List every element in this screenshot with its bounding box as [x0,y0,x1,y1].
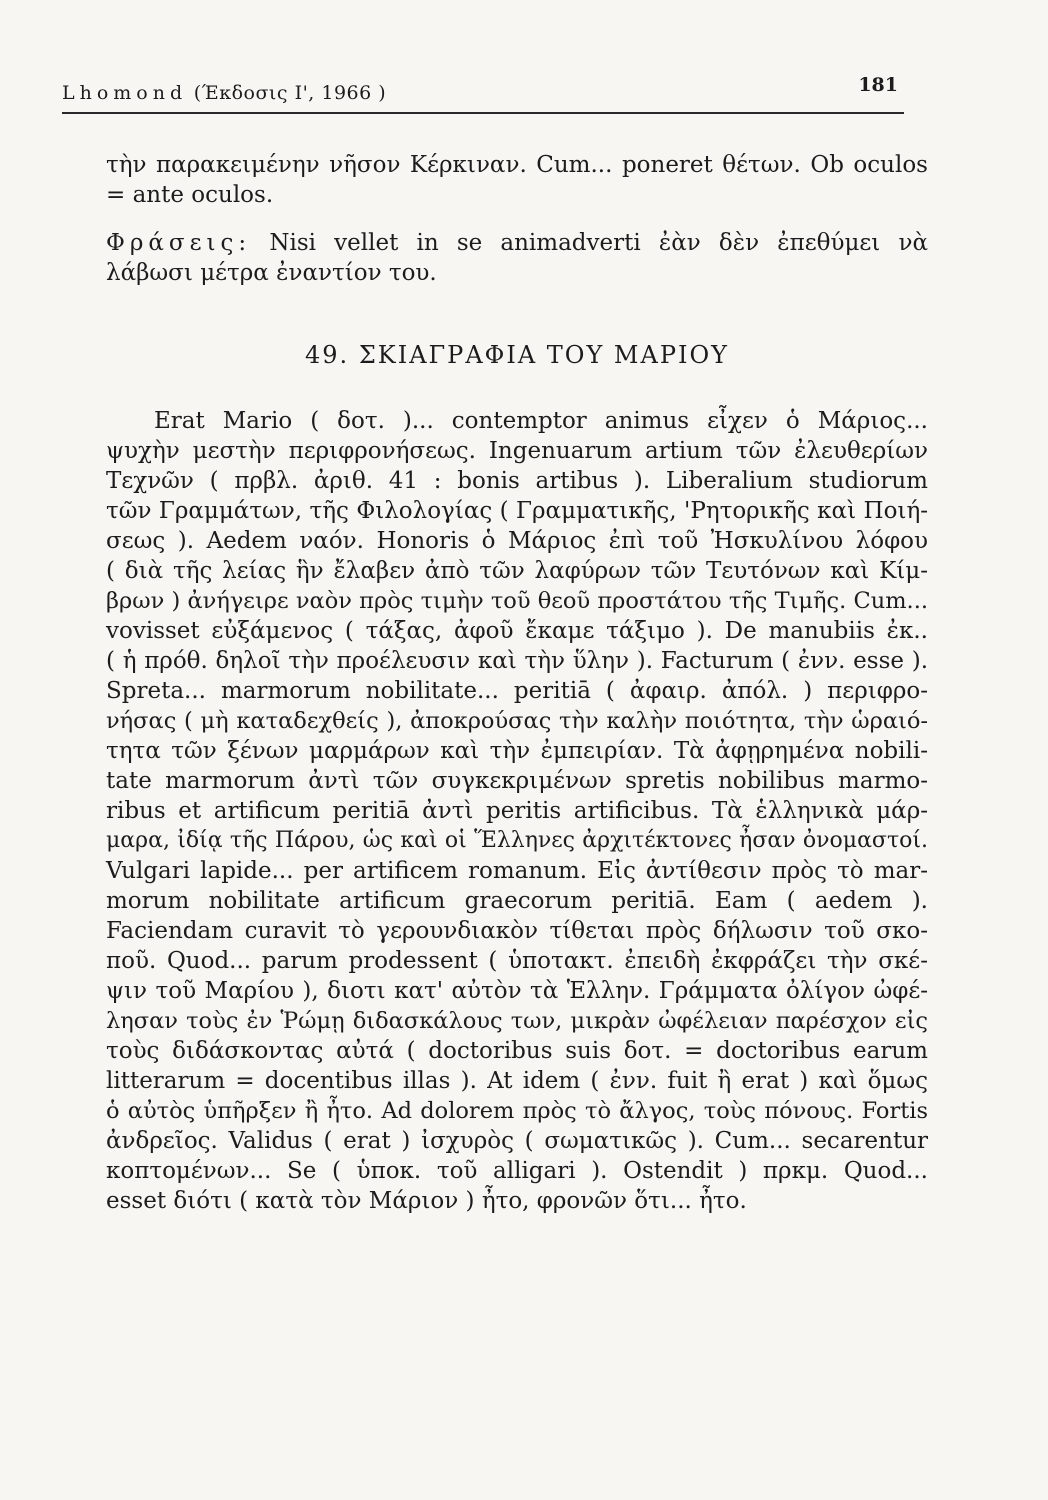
commentary-line: ἀνδρεῖος. Validus ( erat ) ἰσχυρὸς ( σωματικῶς ). Cum... secarentur [106,1128,928,1154]
commentary-line: μαρα, ἰδίᾳ τῆς Πάρου, ὡς καὶ οἱ Ἕλληνες ἀρχιτέκτονες ἦσαν ὀνομαστοί. [106,828,928,853]
header-edition: (Έκδοσις Ι', 1966 ) [193,82,387,104]
commentary-line: litterarum = docentibus illas ). At idem ( ἐνν. fuit ἢ erat ) καὶ ὅμως [106,1068,928,1094]
intro-line: = ante oculos. [106,182,274,208]
phrases-line: λάβωσι μέτρα ἐναντίον του. [106,260,437,286]
commentary-line: τῶν Γραμμάτων, τῆς Φιλολογίας ( Γραμματικῆς, 'Ρητορικῆς καὶ Ποιή- [106,498,928,524]
commentary-line: ( διὰ τῆς λείας ἣν ἔλαβεν ἀπὸ τῶν λαφύρων τῶν Τευτόνων καὶ Κίμ- [106,558,928,584]
commentary-line: τοὺς διδάσκοντας αὐτά ( doctoribus suis δοτ. = doctoribus earum [106,1038,928,1064]
commentary-line: κοπτομένων... Se ( ὑποκ. τοῦ alligari ). Ostendit ) πρκμ. Quod... [106,1158,928,1184]
phrases-first-text: Nisi vellet in se animadverti ἐὰν δὲν ἐπεθύμει νὰ [269,230,928,256]
commentary-line: ποῦ. Quod... parum prodessent ( ὑποτακτ. ἐπειδὴ ἐκφράζει τὴν σκέ- [106,948,928,974]
commentary-line: Vulgari lapide... per artificem romanum. Εἰς ἀντίθεσιν πρὸς τὸ mar- [106,858,928,884]
phrases-label: Φράσεις: [106,230,252,256]
page-number: 181 [858,74,898,96]
commentary-line: vovisset εὐξάμενος ( τάξας, ἀφοῦ ἔκαμε τάξιμο ). De manubiis ἐκ.. [106,618,928,644]
commentary-line: ψιν τοῦ Μαρίου ), διοτι κατ' αὐτὸν τὰ Ἑλλην. Γράμματα ὀλίγον ὠφέ- [106,978,928,1004]
commentary-line: Spreta... marmorum nobilitate... peritiā ( ἀφαιρ. ἀπόλ. ) περιφρο- [106,678,928,704]
running-head [62,82,386,104]
commentary-line: τητα τῶν ξένων μαρμάρων καὶ τὴν ἐμπειρίαν. Τὰ ἀφῃρημένα nobili- [106,738,928,764]
page-body [106,150,928,1216]
commentary-line: σεως ). Aedem ναόν. Honoris ὁ Μάριος ἐπὶ τοῦ Ἠσκυλίνου λόφου [106,528,928,554]
phrases-line [106,228,928,258]
commentary-line: Erat Mario ( δοτ. )... contemptor animus εἶχεν ὁ Μάριος... [154,408,928,434]
commentary-line: tate marmorum ἀντὶ τῶν συγκεκριμένων spretis nobilibus marmo- [106,768,928,794]
commentary-line: νήσας ( μὴ καταδεχθείς ), ἀποκρούσας τὴν καλὴν ποιότητα, τὴν ὡραιό- [106,708,928,734]
header-author: Lhomond [62,82,188,104]
commentary-line: βρων ) ἀνήγειρε ναὸν πρὸς τιμὴν τοῦ θεοῦ προστάτου τῆς Τιμῆς. Cum... [106,588,928,614]
commentary-line: morum nobilitate artificum graecorum peritiā. Eam ( aedem ). [106,888,928,914]
commentary-line: ribus et artificum peritiā ἀντὶ peritis artificibus. Τὰ ἑλληνικὰ μάρ- [106,798,928,824]
commentary-line: ὁ αὐτὸς ὑπῆρξεν ἢ ἦτο. Ad dolorem πρὸς τὸ ἄλγος, τοὺς πόνους. Fortis [106,1098,928,1124]
commentary-line: λησαν τοὺς ἐν Ῥώμῃ διδασκάλους των, μικρὰν ὠφέλειαν παρέσχον εἰς [106,1008,928,1034]
intro-line: τὴν παρακειμένην νῆσον Κέρκιναν. Cum... poneret θέτων. Ob oculos [106,152,928,178]
commentary-line: ψυχὴν μεστὴν περιφρονήσεως. Ingenuarum artium τῶν ἐλευθερίων [106,438,928,464]
commentary-line: Τεχνῶν ( πρβλ. ἀριθ. 41 : bonis artibus ). Liberalium studiorum [106,468,928,494]
commentary-line: esset διότι ( κατὰ τὸν Μάριον ) ἦτο, φρονῶν ὅτι... ἦτο. [106,1188,747,1214]
running-header [62,72,904,114]
commentary-line: Faciendam curavit τὸ γερουνδιακὸν τίθεται πρὸς δήλωσιν τοῦ σκο- [106,918,928,944]
commentary-line: ( ἡ πρόθ. δηλοῖ τὴν προέλευσιν καὶ τὴν ὕλην ). Facturum ( ἐνν. esse ). [106,648,928,674]
section-title: 49. ΣΚΙΑΓΡΑΦΙΑ ΤΟΥ ΜΑΡΙΟΥ [305,341,729,369]
